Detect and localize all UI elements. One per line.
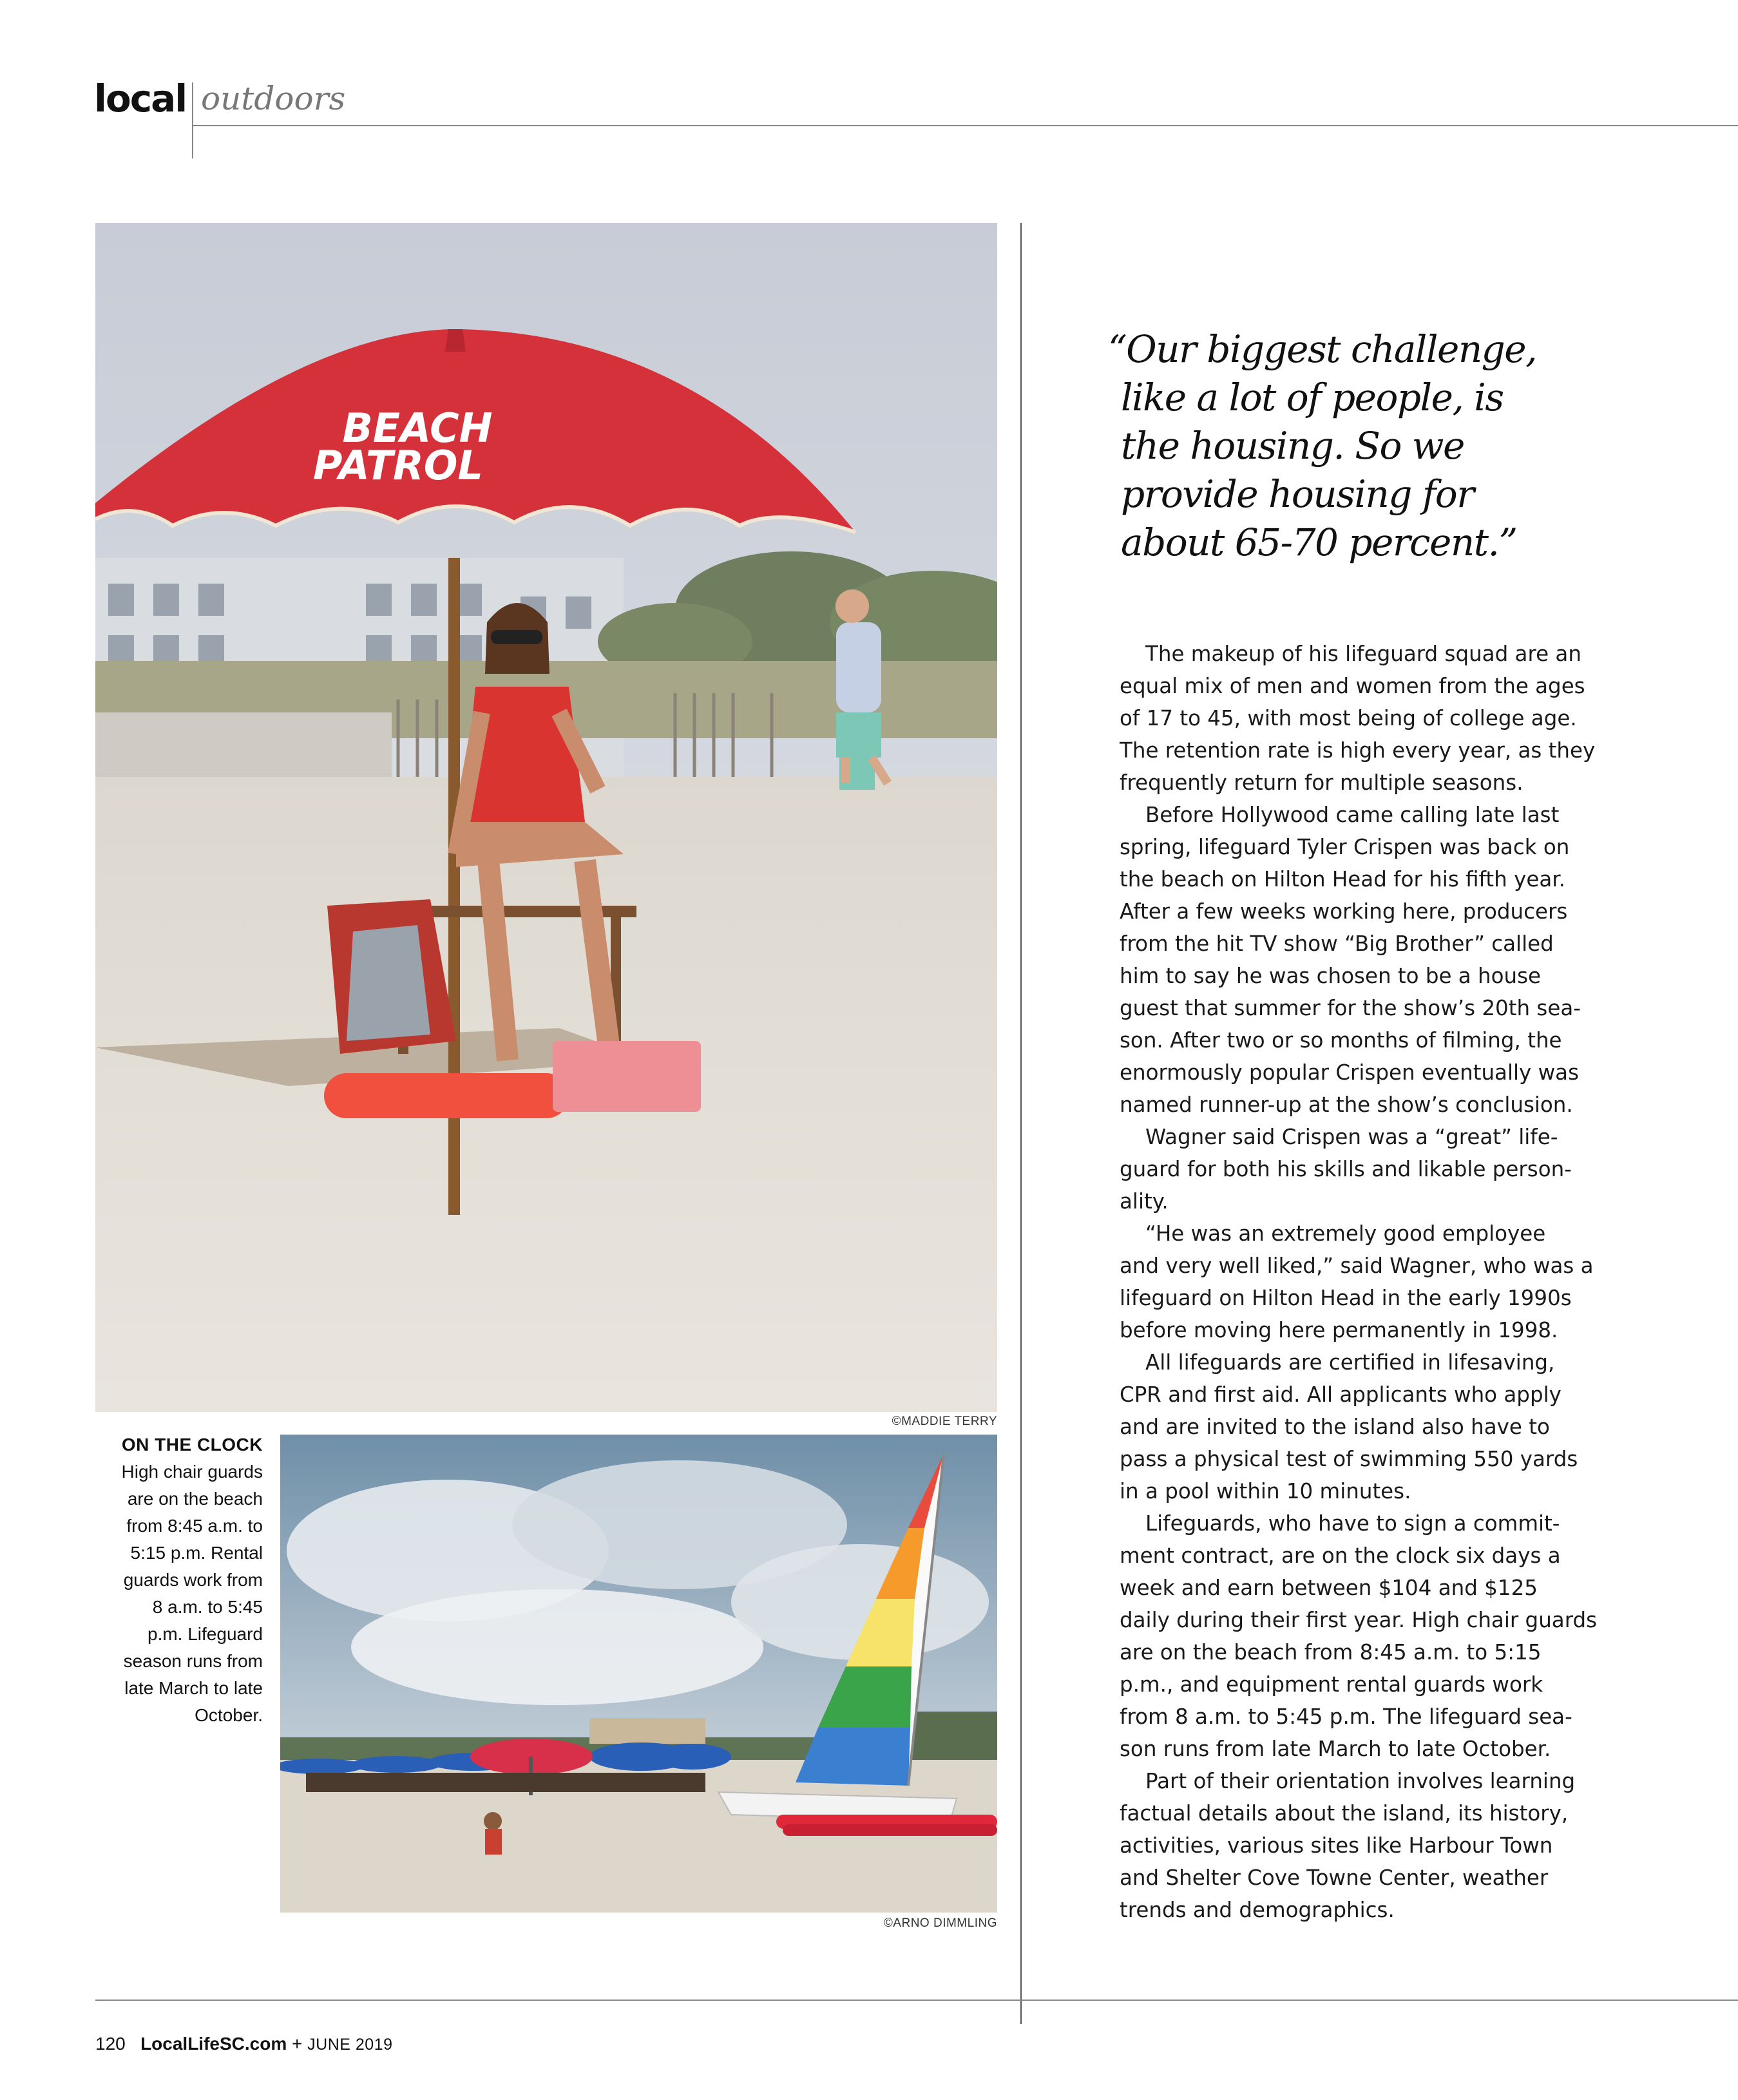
body-line: trends and demographics. (1120, 1898, 1395, 1922)
body-line: lifeguard on Hilton Head in the early 1990s (1120, 1286, 1572, 1310)
header-brand: local (94, 77, 187, 120)
body-line: p.m., and equipment rental guards work (1120, 1672, 1543, 1697)
footer-site: LocalLifeSC.com (140, 2034, 287, 2054)
beach-patrol-photo (95, 223, 997, 1412)
pull-quote-line: provide housing for (1121, 472, 1474, 516)
body-line: daily during their first year. High chair guards (1120, 1608, 1598, 1632)
caption-line: guards work from (123, 1570, 263, 1590)
body-line: ality. (1120, 1189, 1169, 1214)
caption-line: are on the beach (127, 1489, 263, 1509)
caption-line: p.m. Lifeguard (148, 1624, 263, 1644)
body-line: Lifeguards, who have to sign a commit- (1145, 1511, 1560, 1536)
body-line: of 17 to 45, with most being of college age. (1120, 706, 1577, 730)
body-line: Before Hollywood came calling late last (1145, 803, 1560, 827)
page-number: 120 (95, 2034, 126, 2054)
body-line: are on the beach from 8:45 a.m. to 5:15 (1120, 1640, 1542, 1665)
body-line: spring, lifeguard Tyler Crispen was back on (1120, 835, 1570, 859)
body-line: Wagner said Crispen was a “great” life- (1145, 1125, 1558, 1149)
body-line: and are invited to the island also have to (1120, 1415, 1550, 1439)
body-line: All lifeguards are certified in lifesaving, (1145, 1350, 1555, 1375)
pull-quote (1108, 325, 1546, 567)
body-line: equal mix of men and women from the ages (1120, 674, 1585, 698)
umbrella-text-beach: BEACH (342, 405, 493, 452)
body-line: pass a physical test of swimming 550 yards (1120, 1447, 1578, 1471)
body-line: After a few weeks working here, producers (1120, 899, 1568, 924)
body-line: him to say he was chosen to be a house (1120, 964, 1542, 988)
caption-line: 8 a.m. to 5:45 (152, 1597, 263, 1617)
body-line: guest that summer for the show’s 20th sea- (1120, 996, 1581, 1020)
body-line: week and earn between $104 and $125 (1120, 1576, 1538, 1600)
body-line: enormously popular Crispen eventually was (1120, 1060, 1580, 1085)
caption-line: October. (195, 1705, 263, 1725)
body-line: factual details about the island, its history, (1120, 1801, 1569, 1826)
pull-quote-line: “Our biggest challenge, (1108, 327, 1537, 371)
caption-line: from 8:45 a.m. to (126, 1516, 263, 1536)
body-line: son runs from late March to late October. (1120, 1737, 1551, 1761)
body-line: from the hit TV show “Big Brother” called (1120, 931, 1554, 956)
column-divider (1020, 223, 1022, 2024)
body-line: and very well liked,” said Wagner, who was a (1120, 1254, 1594, 1278)
footer-separator: + (292, 2034, 303, 2054)
header-section: outdoors (201, 80, 346, 117)
body-line: guard for both his skills and likable person- (1120, 1157, 1572, 1181)
caption-line: season runs from (123, 1651, 263, 1671)
article-body (1120, 638, 1616, 1926)
header-rule (192, 125, 1738, 126)
caption-line: 5:15 p.m. Rental (130, 1543, 263, 1563)
body-line: Part of their orientation involves learning (1145, 1769, 1576, 1793)
page-footer (95, 2034, 393, 2054)
photo-caption (97, 1431, 263, 1729)
photo-credit-second: ©ARNO DIMMLING (883, 1916, 997, 1930)
pull-quote-line: about 65-70 percent.” (1121, 520, 1517, 564)
body-line: the beach on Hilton Head for his fifth year. (1120, 867, 1565, 892)
body-line: from 8 a.m. to 5:45 p.m. The lifeguard sea- (1120, 1704, 1572, 1729)
body-line: named runner-up at the show’s conclusion. (1120, 1093, 1573, 1117)
body-line: in a pool within 10 minutes. (1120, 1479, 1411, 1503)
umbrella-text-patrol: PATROL (312, 442, 484, 489)
body-line: ment contract, are on the clock six days a (1120, 1543, 1561, 1568)
header-divider-tick (192, 82, 193, 158)
caption-title: ON THE CLOCK (121, 1435, 263, 1455)
body-line: and Shelter Cove Towne Center, weather (1120, 1866, 1549, 1890)
body-line: CPR and first aid. All applicants who apply (1120, 1382, 1561, 1407)
sailboat-beach-photo (280, 1435, 997, 1913)
body-line: “He was an extremely good employee (1145, 1221, 1546, 1246)
footer-rule (95, 2000, 1738, 2001)
caption-line: late March to late (124, 1678, 263, 1698)
body-line: son. After two or so months of filming, the (1120, 1028, 1562, 1053)
body-line: before moving here permanently in 1998. (1120, 1318, 1558, 1342)
pull-quote-line: the housing. So we (1121, 424, 1464, 468)
body-line: activities, various sites like Harbour Town (1120, 1833, 1553, 1858)
pull-quote-line: like a lot of people, is (1121, 376, 1504, 419)
footer-date: JUNE 2019 (307, 2036, 393, 2054)
body-line: The retention rate is high every year, as they (1120, 738, 1596, 763)
photo-credit-main: ©MADDIE TERRY (892, 1415, 997, 1428)
body-line: The makeup of his lifeguard squad are an (1145, 642, 1581, 666)
body-line: frequently return for multiple seasons. (1120, 770, 1523, 795)
caption-line: High chair guards (121, 1462, 263, 1482)
